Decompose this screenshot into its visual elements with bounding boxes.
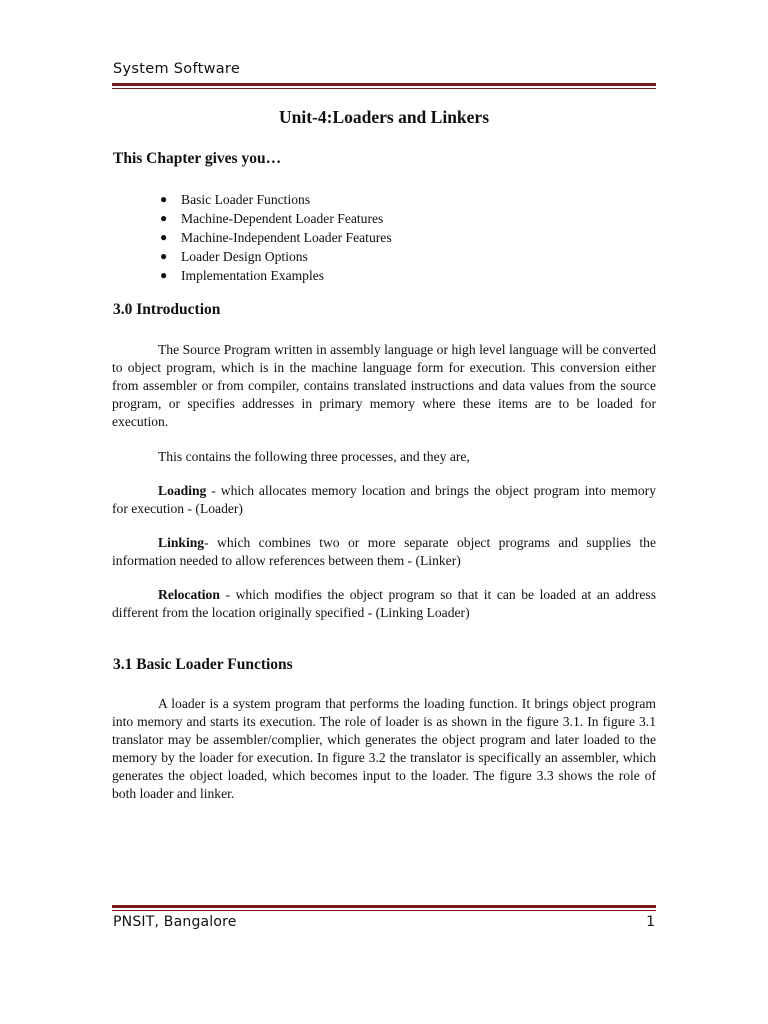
page-number: 1: [646, 914, 655, 930]
list-item: [160, 190, 392, 209]
intro-paragraph: The Source Program written in assembly language or high level language will be converted to object program, which is in the machine language form for execution. This conversion either from assembler or from compiler, contains translated instructions and data values from the source program, or specifies addresses in primary memory where these items are to be loaded for execution.: [112, 342, 656, 429]
running-header: System Software: [113, 61, 241, 77]
term-relocation: Relocation: [158, 587, 220, 602]
bullet-icon: ●: [160, 249, 168, 263]
footer-rule-thick: [112, 905, 656, 908]
list-item: [160, 247, 392, 266]
bullet-icon: ●: [160, 211, 168, 225]
footer-institution: PNSIT, Bangalore: [113, 914, 237, 930]
processes-lead-in: This contains the following three processes, and they are,: [158, 449, 470, 464]
term-linking: Linking: [158, 535, 205, 550]
list-item-label: Loader Design Options: [181, 249, 308, 264]
linking-paragraph: Linking- which combines two or more separate object programs and supplies the information needed to allow references between them - (Linker): [112, 535, 656, 568]
footer-rule-thin: [112, 910, 656, 911]
section-heading-introduction: 3.0 Introduction: [113, 301, 221, 318]
chapter-intro: This Chapter gives you…: [113, 150, 282, 167]
topic-list: [160, 190, 392, 285]
loading-paragraph: Loading - which allocates memory location and brings the object program into memory for execution - (Loader): [112, 483, 656, 516]
list-item-label: Machine-Dependent Loader Features: [181, 211, 384, 226]
list-item: [160, 209, 392, 228]
header-rule-thick: [112, 83, 656, 86]
basic-loader-paragraph: A loader is a system program that performs the loading function. It brings object program into memory and starts its execution. The role of loader is as shown in the figure 3.1. In figure 3.1 translator may be assembler/complier, which generates the object program and later loaded to the memory by the loader for execution. In figure 3.2 the translator is specifically an assembler, which generates the object loaded, which becomes input to the loader. The figure 3.3 shows the role of both loader and linker.: [112, 696, 656, 801]
relocation-paragraph: Relocation - which modifies the object program so that it can be loaded at an address different from the location originally specified - (Linking Loader): [112, 587, 656, 620]
list-item: [160, 228, 392, 247]
section-heading-basic-loader: 3.1 Basic Loader Functions: [113, 656, 293, 673]
list-item-label: Basic Loader Functions: [181, 192, 311, 207]
bullet-icon: ●: [160, 230, 168, 244]
page-title: Unit-4:Loaders and Linkers: [278, 107, 490, 127]
list-item: [160, 266, 392, 285]
bullet-icon: ●: [160, 192, 168, 206]
bullet-icon: ●: [160, 268, 168, 282]
term-loading: Loading: [158, 483, 207, 498]
list-item-label: Machine-Independent Loader Features: [181, 230, 392, 245]
list-item-label: Implementation Examples: [181, 268, 325, 283]
header-rule-thin: [112, 88, 656, 89]
